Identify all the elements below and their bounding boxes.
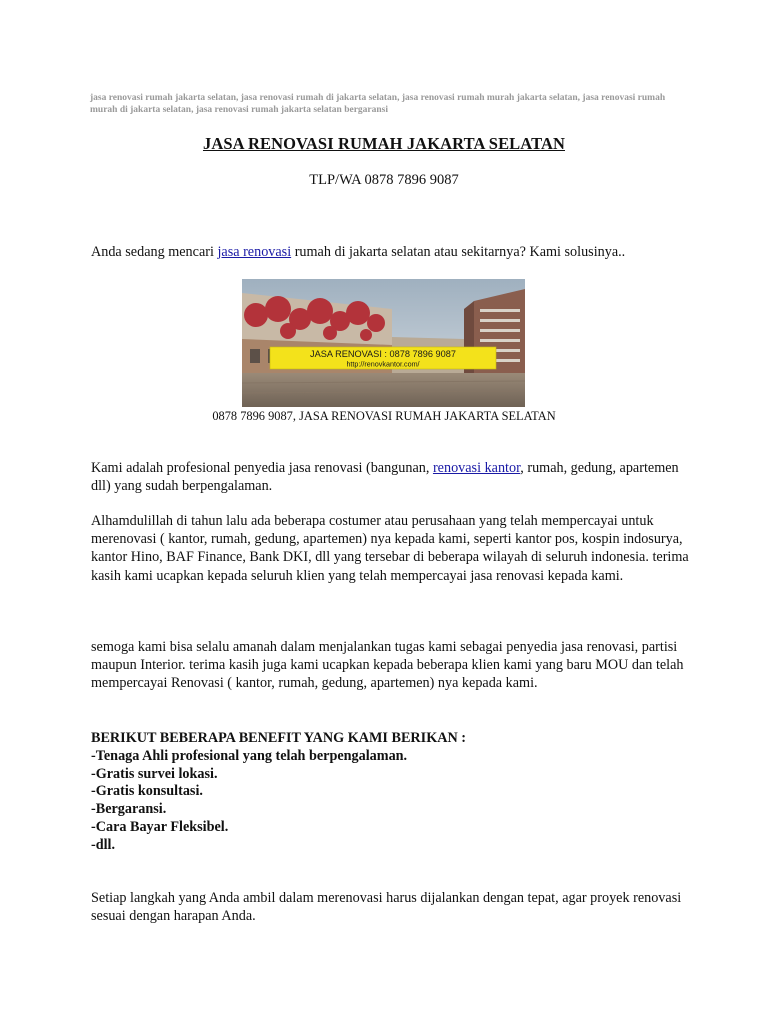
benefit-item: -Tenaga Ahli profesional yang telah berpengalaman. xyxy=(91,747,408,764)
benefits-heading: BERIKUT BEBERAPA BENEFIT YANG KAMI BERIKAN : xyxy=(91,730,466,746)
banner-text-url: http://renovkantor.com/ xyxy=(346,359,420,369)
trust-paragraph: semoga kami bisa selalu amanah dalam menjalankan tugas kami sebagai penyedia jasa renovasi, partisi maupun Interior. terima kasih juga kami ucapkan kepada beberapa klien kami yang baru MOU dan telah mempercayai Renovasi ( kantor, rumah, gedung, apartemen) nya kepada kami. xyxy=(91,639,684,692)
phone-number-line: TLP/WA 0878 7896 9087 xyxy=(309,172,459,188)
banner-text-phone: JASA RENOVASI : 0878 7896 9087 xyxy=(310,349,456,359)
benefits-list xyxy=(91,730,691,855)
about-text-before: Kami adalah profesional penyedia jasa renovasi (bangunan, xyxy=(91,460,433,476)
closing-paragraph: Setiap langkah yang Anda ambil dalam merenovasi harus dijalankan dengan tepat, agar proyek renovasi sesuai dengan harapan Anda. xyxy=(91,890,682,925)
intro-text-before: Anda sedang mencari xyxy=(91,244,218,260)
jasa-renovasi-link[interactable]: jasa renovasi xyxy=(217,244,292,260)
clients-paragraph: Alhamdulillah di tahun lalu ada beberapa costumer atau perusahaan yang telah mempercayai untuk merenovasi ( kantor, rumah, gedung, apartemen) nya kepada kami, seperti kantor pos, kospin indosurya, kantor Hino, BAF Finance, Bank DKI, dll yang tersebar di beberapa wilayah di seluruh indonesia. terima kasih kami ucapkan kepada seluruh klien yang telah mempercayai jasa renovasi kepada kami. xyxy=(91,513,689,584)
about-text-after: , rumah, gedung, apartemen dll) yang sudah berpengalaman. xyxy=(91,460,679,495)
page-title: JASA RENOVASI RUMAH JAKARTA SELATAN xyxy=(202,134,565,153)
intro-text-after: rumah di jakarta selatan atau sekitarnya? Kami solusinya.. xyxy=(291,244,626,260)
intro-paragraph xyxy=(91,243,691,261)
seo-keywords-text: jasa renovasi rumah jakarta selatan, jasa renovasi rumah di jakarta selatan, jasa renovasi rumah murah jakarta selatan, jasa renovasi rumah murah di jakarta selatan, jasa renovasi rumah jakarta selatan bergaransi xyxy=(90,93,666,115)
benefit-item: -Bergaransi. xyxy=(91,801,167,818)
benefit-item: -dll. xyxy=(91,836,116,853)
photo-caption: 0878 7896 9087, JASA RENOVASI RUMAH JAKARTA SELATAN xyxy=(212,409,556,423)
building-photo xyxy=(242,279,525,407)
about-paragraph xyxy=(91,459,691,495)
benefit-item: -Gratis konsultasi. xyxy=(91,783,203,800)
benefit-item: -Cara Bayar Fleksibel. xyxy=(91,818,229,835)
benefit-item: -Gratis survei lokasi. xyxy=(91,765,218,782)
renovasi-kantor-link[interactable]: renovasi kantor xyxy=(432,460,521,476)
